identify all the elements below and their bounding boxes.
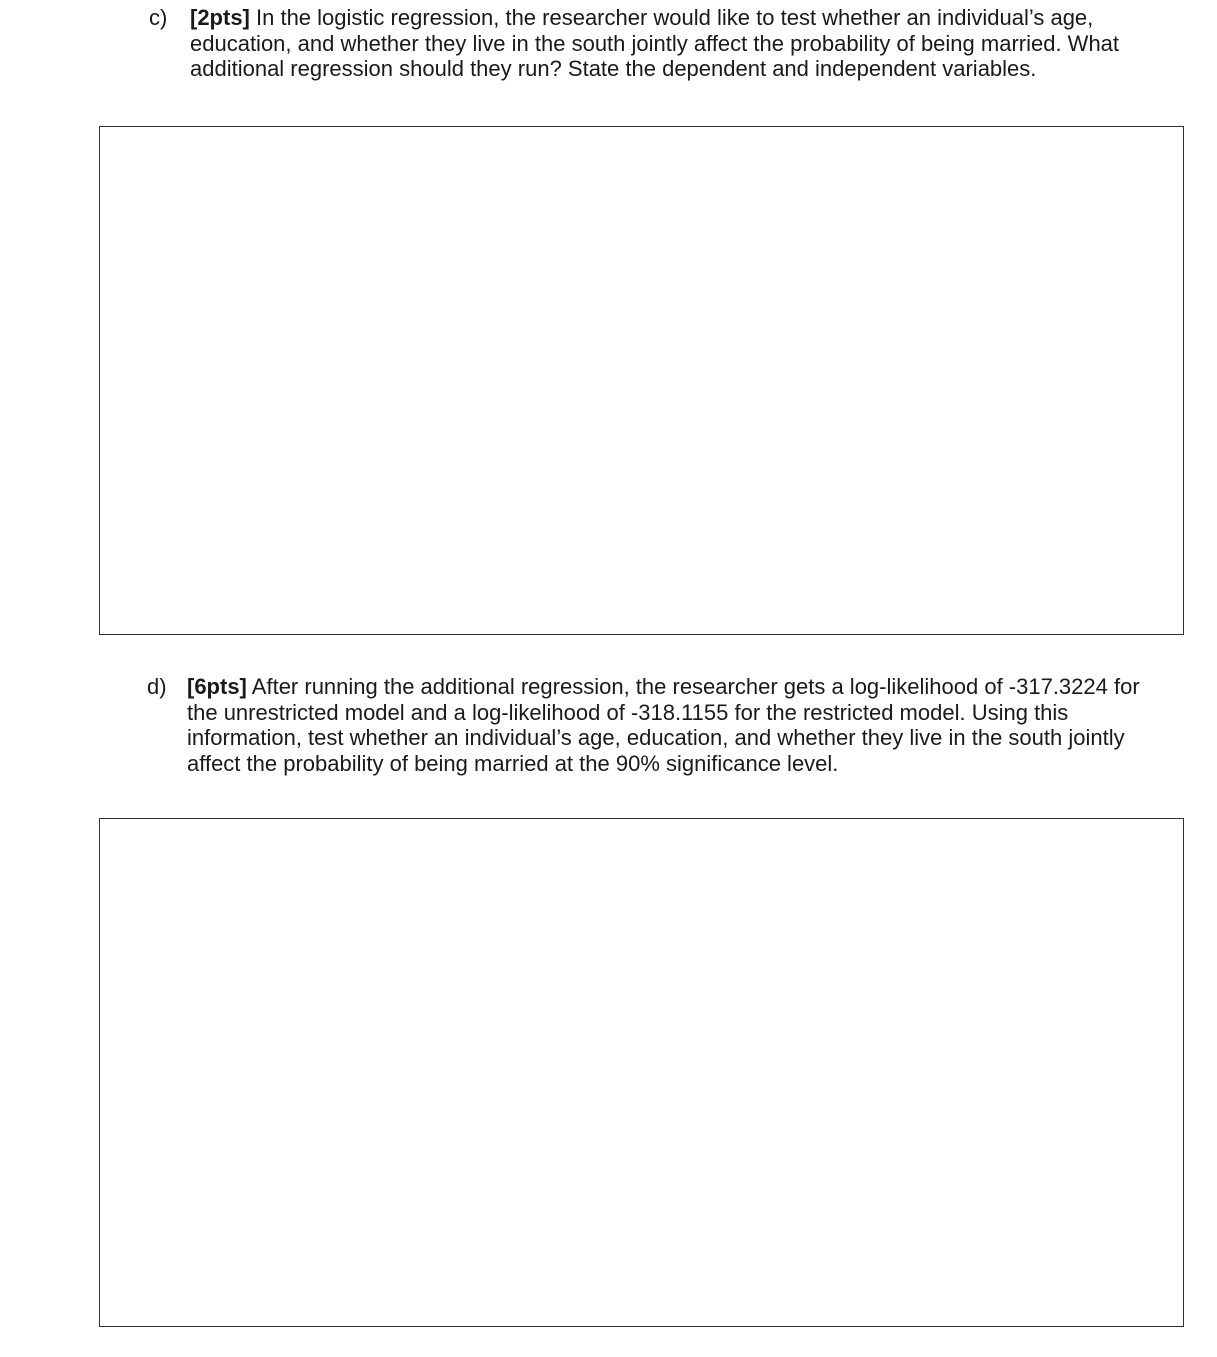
points-label: [2pts] [190,5,250,30]
question-text [190,5,1150,82]
question-text [187,674,1172,776]
question-prompt: In the logistic regression, the researcher would like to test whether an individual’s age, education, and whether they live in the south jointly affect the probability of being married. What additional regression should they run? State the dependent and independent variables. [190,5,1120,81]
question-prompt: After running the additional regression, the researcher gets a log-likelihood of -317.3224 for the unrestricted model and a log-likelihood of -318.1155 for the restricted model. Using this information, test whether an individual’s age, education, and whether they live in the south jointly affect the probability of being married at the 90% significance level. [187,674,1140,776]
points-label: [6pts] [187,674,247,699]
question-letter: c) [149,5,168,30]
answer-box-d[interactable] [99,818,1184,1327]
answer-box-c[interactable] [99,126,1184,635]
question-letter: d) [147,674,167,699]
